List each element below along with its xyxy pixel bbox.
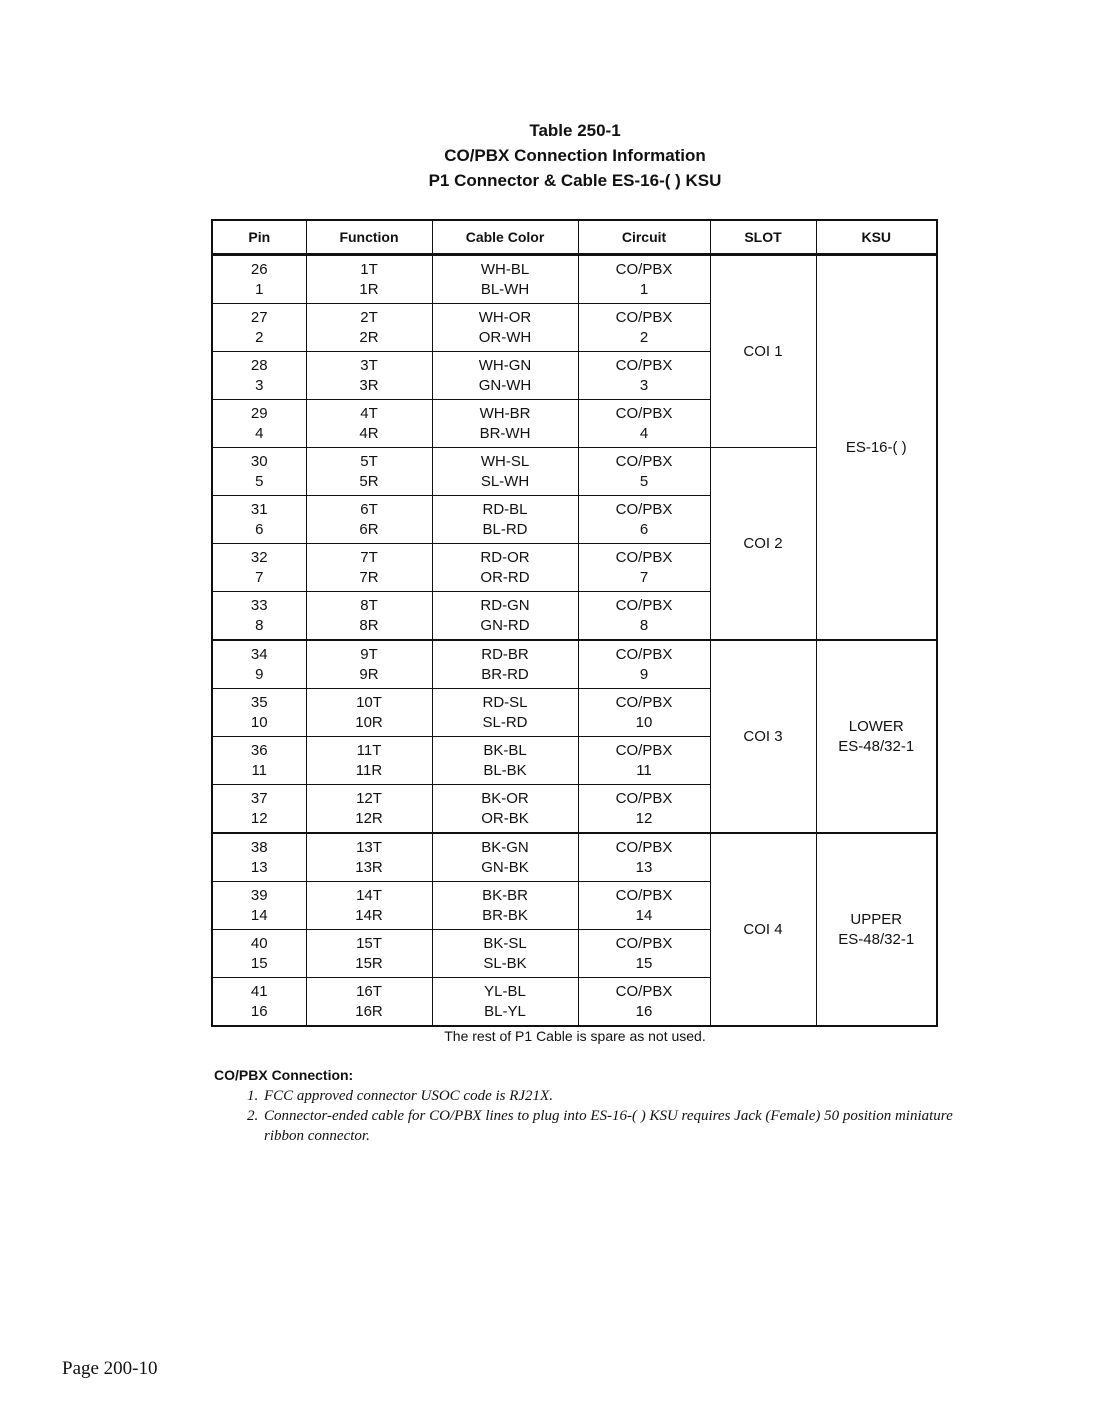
ksu-line2: ES-48/32-1 [838, 930, 915, 948]
cable-color-cell-line2: OR-BK [481, 810, 529, 827]
function-cell-line2: 16R [355, 1003, 383, 1020]
slot-cell: COI 2 [710, 448, 816, 641]
cable-color-cell-line2: BL-YL [484, 1003, 526, 1020]
function-cell-line1: 5T [360, 453, 378, 470]
pin-cell-line1: 33 [250, 597, 268, 614]
function-cell [306, 930, 432, 978]
circuit-cell [578, 544, 710, 592]
cable-color-cell-line2: SL-WH [480, 473, 530, 490]
circuit-cell-line2: 13 [635, 859, 653, 876]
pin-cell [212, 400, 306, 448]
function-cell [306, 882, 432, 930]
cable-color-cell-line1: WH-BR [479, 405, 531, 422]
pin-cell-line1: 26 [250, 261, 268, 278]
table-row [212, 833, 937, 882]
circuit-cell-line2: 11 [636, 762, 652, 779]
circuit-cell-line2: 9 [639, 666, 649, 683]
notes-heading: CO/PBX Connection: [214, 1067, 354, 1083]
pin-cell [212, 930, 306, 978]
pin-cell-line2: 8 [255, 617, 264, 634]
header-circuit: Circuit [578, 220, 710, 255]
function-cell-line2: 13R [355, 859, 383, 876]
function-cell-line2: 8R [359, 617, 379, 634]
function-cell-line2: 14R [355, 907, 383, 924]
circuit-cell-line1: CO/PBX [615, 742, 673, 759]
circuit-cell-line1: CO/PBX [615, 357, 673, 374]
function-cell-line1: 10T [356, 694, 382, 711]
pin-cell-line1: 32 [250, 549, 268, 566]
table-title-block [340, 118, 810, 193]
header-function: Function [306, 220, 432, 255]
function-cell [306, 352, 432, 400]
cable-color-cell-line1: RD-GN [480, 597, 530, 614]
circuit-cell-line1: CO/PBX [615, 790, 673, 807]
pin-cell [212, 785, 306, 834]
circuit-cell-line2: 6 [639, 521, 649, 538]
ksu-line2: ES-48/32-1 [838, 737, 915, 755]
circuit-cell-line2: 1 [639, 281, 649, 298]
function-cell-line1: 7T [360, 549, 378, 566]
circuit-cell-line1: CO/PBX [615, 694, 673, 711]
function-cell-line1: 4T [360, 405, 378, 422]
function-cell-line2: 11R [355, 762, 383, 779]
function-cell-line2: 5R [359, 473, 379, 490]
pin-cell-line1: 40 [250, 935, 268, 952]
cable-color-cell-line2: GN-BK [481, 859, 529, 876]
circuit-cell-line1: CO/PBX [615, 935, 673, 952]
pin-cell-line2: 11 [251, 762, 268, 779]
pin-cell-line2: 15 [250, 955, 268, 972]
cable-color-cell-line2: GN-RD [480, 617, 530, 634]
function-cell-line1: 2T [360, 309, 378, 326]
cable-color-cell [432, 592, 578, 641]
pin-cell-line1: 38 [250, 839, 268, 856]
function-cell-line2: 15R [355, 955, 383, 972]
table-number: Table 250-1 [529, 121, 621, 140]
pin-cell-line2: 5 [255, 473, 264, 490]
circuit-cell [578, 448, 710, 496]
cable-color-cell-line2: SL-BK [483, 955, 527, 972]
function-cell-line1: 9T [360, 646, 378, 663]
cable-color-cell-line2: OR-WH [478, 329, 532, 346]
cable-color-cell [432, 448, 578, 496]
table-row [212, 640, 937, 689]
cable-color-cell-line2: SL-RD [482, 714, 528, 731]
cable-color-cell-line1: WH-SL [480, 453, 530, 470]
function-cell-line1: 1T [360, 261, 378, 278]
circuit-cell-line1: CO/PBX [615, 453, 673, 470]
cable-color-cell [432, 352, 578, 400]
rest-note: The rest of P1 Cable is spare as not used. [444, 1028, 706, 1044]
circuit-cell [578, 978, 710, 1027]
circuit-cell [578, 833, 710, 882]
cable-color-cell-line2: BL-WH [480, 281, 530, 298]
cable-color-cell-line1: BK-BL [483, 742, 527, 759]
circuit-cell-line1: CO/PBX [615, 646, 673, 663]
function-cell [306, 689, 432, 737]
circuit-cell-line1: CO/PBX [615, 405, 673, 422]
pin-cell-line2: 6 [255, 521, 264, 538]
pin-cell [212, 352, 306, 400]
circuit-cell [578, 255, 710, 304]
pin-cell-line2: 13 [250, 859, 268, 876]
ksu-line1: ES-16-( ) [845, 438, 907, 456]
pin-cell-line2: 3 [255, 377, 264, 394]
function-cell [306, 400, 432, 448]
cable-color-cell [432, 496, 578, 544]
circuit-cell-line1: CO/PBX [615, 887, 673, 904]
cable-color-cell [432, 833, 578, 882]
circuit-cell [578, 930, 710, 978]
table-header-row [212, 220, 937, 255]
circuit-cell-line1: CO/PBX [615, 549, 673, 566]
cable-color-cell [432, 640, 578, 689]
circuit-cell [578, 737, 710, 785]
pin-cell-line1: 36 [250, 742, 268, 759]
function-cell-line2: 6R [359, 521, 379, 538]
circuit-cell [578, 304, 710, 352]
pin-cell-line1: 39 [250, 887, 268, 904]
pin-cell-line1: 35 [250, 694, 268, 711]
function-cell [306, 978, 432, 1027]
circuit-cell [578, 352, 710, 400]
function-cell-line2: 3R [359, 377, 379, 394]
cable-color-cell-line1: BK-GN [481, 839, 529, 856]
function-cell-line1: 8T [360, 597, 378, 614]
circuit-cell-line1: CO/PBX [615, 839, 673, 856]
circuit-cell-line2: 12 [635, 810, 653, 827]
cable-color-cell [432, 689, 578, 737]
pin-cell [212, 689, 306, 737]
pin-cell-line2: 14 [250, 907, 268, 924]
function-cell-line2: 12R [355, 810, 383, 827]
ksu-line1: UPPER [850, 910, 903, 928]
pin-cell-line1: 41 [250, 983, 268, 1000]
header-slot: SLOT [710, 220, 816, 255]
circuit-cell-line1: CO/PBX [615, 501, 673, 518]
pin-cell-line2: 16 [250, 1003, 268, 1020]
pin-cell [212, 833, 306, 882]
cable-color-cell-line1: WH-OR [478, 309, 532, 326]
pin-cell [212, 448, 306, 496]
page-number: Page 200-10 [62, 1358, 158, 1379]
pin-cell-line1: 30 [250, 453, 268, 470]
cable-color-cell-line1: RD-BR [481, 646, 529, 663]
function-cell-line1: 16T [356, 983, 382, 1000]
function-cell [306, 544, 432, 592]
pin-cell-line1: 28 [250, 357, 268, 374]
cable-color-cell [432, 978, 578, 1027]
circuit-cell [578, 689, 710, 737]
circuit-cell-line1: CO/PBX [615, 309, 673, 326]
note-item: 1. FCC approved connector USOC code is RJ21X. [262, 1086, 962, 1106]
cable-color-cell-line2: GN-WH [478, 377, 532, 394]
cable-color-cell [432, 737, 578, 785]
header-cable-color: Cable Color [432, 220, 578, 255]
function-cell-line2: 2R [359, 329, 379, 346]
slot-cell: COI 3 [710, 640, 816, 833]
function-cell [306, 592, 432, 641]
function-cell-line2: 7R [359, 569, 379, 586]
circuit-cell [578, 640, 710, 689]
cable-color-cell-line2: BL-RD [482, 521, 528, 538]
pin-cell-line2: 9 [255, 666, 264, 683]
cable-color-cell-line2: BR-RD [481, 666, 529, 683]
function-cell [306, 496, 432, 544]
notes-list [232, 1086, 962, 1146]
circuit-cell-line2: 15 [635, 955, 653, 972]
circuit-cell-line2: 10 [635, 714, 653, 731]
circuit-cell [578, 496, 710, 544]
circuit-cell-line2: 14 [635, 907, 653, 924]
pin-cell-line2: 2 [255, 329, 264, 346]
ksu-cell [816, 255, 937, 641]
pin-cell-line1: 34 [250, 646, 268, 663]
function-cell-line1: 13T [356, 839, 382, 856]
note-item: 2. Connector-ended cable for CO/PBX lines to plug into ES-16-( ) KSU requires Jack (Female) 50 position miniature ribbon connector. [262, 1106, 962, 1146]
function-cell [306, 737, 432, 785]
pin-cell-line2: 4 [255, 425, 264, 442]
circuit-cell-line2: 4 [639, 425, 649, 442]
pin-cell-line1: 31 [250, 501, 268, 518]
pin-cell [212, 737, 306, 785]
cable-color-cell-line1: WH-BL [480, 261, 530, 278]
cable-color-cell [432, 544, 578, 592]
pin-cell [212, 592, 306, 641]
cable-color-cell [432, 255, 578, 304]
function-cell-line1: 14T [356, 887, 382, 904]
function-cell [306, 448, 432, 496]
cable-color-cell-line1: BK-BR [482, 887, 528, 904]
circuit-cell-line2: 2 [639, 329, 649, 346]
circuit-cell-line2: 7 [639, 569, 649, 586]
circuit-cell-line2: 8 [639, 617, 649, 634]
function-cell-line1: 12T [356, 790, 382, 807]
function-cell-line1: 6T [360, 501, 378, 518]
cable-color-cell-line1: RD-SL [482, 694, 528, 711]
function-cell-line1: 3T [360, 357, 378, 374]
pin-cell [212, 304, 306, 352]
pin-cell [212, 978, 306, 1027]
circuit-cell [578, 882, 710, 930]
slot-cell: COI 1 [710, 255, 816, 448]
cable-color-cell-line2: BL-BK [483, 762, 527, 779]
ksu-cell [816, 833, 937, 1026]
slot-cell: COI 4 [710, 833, 816, 1026]
cable-color-cell-line1: BK-OR [481, 790, 529, 807]
cable-color-cell-line1: WH-GN [478, 357, 532, 374]
pin-cell-line2: 10 [250, 714, 268, 731]
pin-cell-line1: 37 [250, 790, 268, 807]
circuit-cell [578, 785, 710, 834]
header-pin: Pin [212, 220, 306, 255]
cable-color-cell-line2: OR-RD [480, 569, 530, 586]
pin-cell [212, 640, 306, 689]
pin-cell-line1: 27 [250, 309, 268, 326]
circuit-cell-line2: 16 [635, 1003, 653, 1020]
cable-color-cell-line1: BK-SL [483, 935, 527, 952]
table-row [212, 255, 937, 304]
cable-color-cell-line2: BR-BK [482, 907, 528, 924]
connection-table [211, 219, 938, 1027]
ksu-cell [816, 640, 937, 833]
circuit-cell-line2: 3 [639, 377, 649, 394]
function-cell [306, 255, 432, 304]
circuit-cell-line1: CO/PBX [615, 261, 673, 278]
cable-color-cell [432, 400, 578, 448]
pin-cell-line1: 29 [250, 405, 268, 422]
function-cell [306, 304, 432, 352]
pin-cell-line2: 1 [255, 281, 264, 298]
pin-cell-line2: 7 [255, 569, 264, 586]
cable-color-cell-line2: BR-WH [479, 425, 531, 442]
cable-color-cell [432, 930, 578, 978]
circuit-cell-line1: CO/PBX [615, 597, 673, 614]
pin-cell [212, 544, 306, 592]
table-title: CO/PBX Connection Information [444, 146, 706, 165]
pin-cell [212, 496, 306, 544]
function-cell-line2: 9R [359, 666, 379, 683]
table-subtitle: P1 Connector & Cable ES-16-( ) KSU [428, 171, 722, 190]
cable-color-cell-line1: RD-OR [480, 549, 530, 566]
pin-cell-line2: 12 [250, 810, 268, 827]
circuit-cell [578, 400, 710, 448]
cable-color-cell-line1: YL-BL [484, 983, 526, 1000]
table-body [212, 255, 937, 1027]
function-cell-line1: 15T [356, 935, 382, 952]
cable-color-cell [432, 785, 578, 834]
function-cell-line1: 11T [356, 742, 382, 759]
function-cell-line2: 1R [359, 281, 379, 298]
cable-color-cell [432, 304, 578, 352]
pin-cell [212, 255, 306, 304]
function-cell-line2: 10R [355, 714, 383, 731]
circuit-cell [578, 592, 710, 641]
header-ksu: KSU [816, 220, 937, 255]
cable-color-cell-line1: RD-BL [482, 501, 528, 518]
circuit-cell-line1: CO/PBX [615, 983, 673, 1000]
cable-color-cell [432, 882, 578, 930]
ksu-line1: LOWER [848, 717, 904, 735]
function-cell [306, 640, 432, 689]
circuit-cell-line2: 5 [639, 473, 649, 490]
pin-cell [212, 882, 306, 930]
function-cell [306, 785, 432, 834]
function-cell-line2: 4R [359, 425, 379, 442]
function-cell [306, 833, 432, 882]
